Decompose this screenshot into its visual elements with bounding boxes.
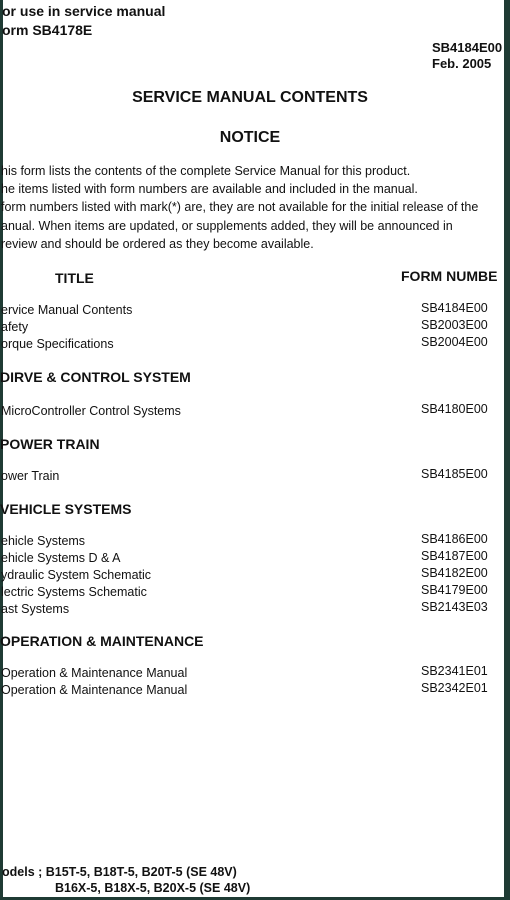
item-name: afety [1, 320, 29, 334]
item-form-number: SB4179E00 [421, 583, 488, 597]
item-form-number: SB2341E01 [421, 664, 488, 678]
item-name: ower Train [1, 469, 60, 483]
item-form-number: SB2143E03 [421, 600, 488, 614]
item-form-number: SB2004E00 [421, 335, 488, 349]
page-title: SERVICE MANUAL CONTENTS [132, 89, 368, 106]
document-date: Feb. 2005 [432, 56, 492, 71]
section-heading-drive-control: DIRVE & CONTROL SYSTEM [0, 369, 191, 385]
item-name: ast Systems [1, 602, 70, 616]
item-name: Operation & Maintenance Manual [1, 666, 188, 680]
item-name: lectric Systems Schematic [1, 585, 147, 599]
item-form-number: SB4182E00 [421, 566, 488, 580]
item-form-number: SB4184E00 [421, 301, 488, 315]
item-form-number: SB2342E01 [421, 681, 488, 695]
section-heading-power-train: POWER TRAIN [0, 436, 100, 452]
notice-line: he items listed with form numbers are available and included in the manual. [1, 182, 418, 197]
item-name: orque Specifications [1, 337, 114, 351]
notice-line: form numbers listed with mark(*) are, they are not available for the initial release of the [1, 200, 479, 215]
footer-models-line1: odels ; B15T-5, B18T-5, B20T-5 (SE 48V) [2, 865, 237, 879]
item-name: ehicle Systems D & A [1, 551, 121, 565]
header-form-ref: orm SB4178E [2, 22, 93, 38]
column-header-form-number: FORM NUMBE [401, 268, 498, 284]
item-name: ervice Manual Contents [1, 303, 133, 317]
header-usage-note: or use in service manual [2, 3, 166, 19]
document-code: SB4184E00 [432, 40, 503, 55]
notice-paragraph [1, 162, 506, 253]
item-name: MicroController Control Systems [1, 404, 181, 418]
notice-line: his form lists the contents of the complete Service Manual for this product. [1, 164, 411, 178]
page-edge-right [504, 0, 510, 900]
section-heading-vehicle-systems: VEHICLE SYSTEMS [0, 501, 132, 517]
footer-models-line2: B16X-5, B18X-5, B20X-5 (SE 48V) [55, 881, 251, 895]
section-heading-operation-maintenance: OPERATION & MAINTENANCE [0, 633, 204, 649]
notice-line: review and should be ordered as they become available. [1, 236, 314, 251]
item-name: ydraulic System Schematic [1, 568, 152, 582]
item-name: ehicle Systems [1, 534, 86, 548]
item-name: Operation & Maintenance Manual [1, 683, 188, 697]
column-header-title: TITLE [55, 270, 94, 286]
notice-heading: NOTICE [219, 129, 281, 146]
item-form-number: SB4186E00 [421, 532, 488, 546]
item-form-number: SB2003E00 [421, 318, 488, 332]
item-form-number: SB4187E00 [421, 549, 488, 563]
item-form-number: SB4180E00 [421, 402, 488, 416]
item-form-number: SB4185E00 [421, 467, 488, 481]
notice-line: anual. When items are updated, or supplements added, they will be announced in [1, 218, 453, 233]
